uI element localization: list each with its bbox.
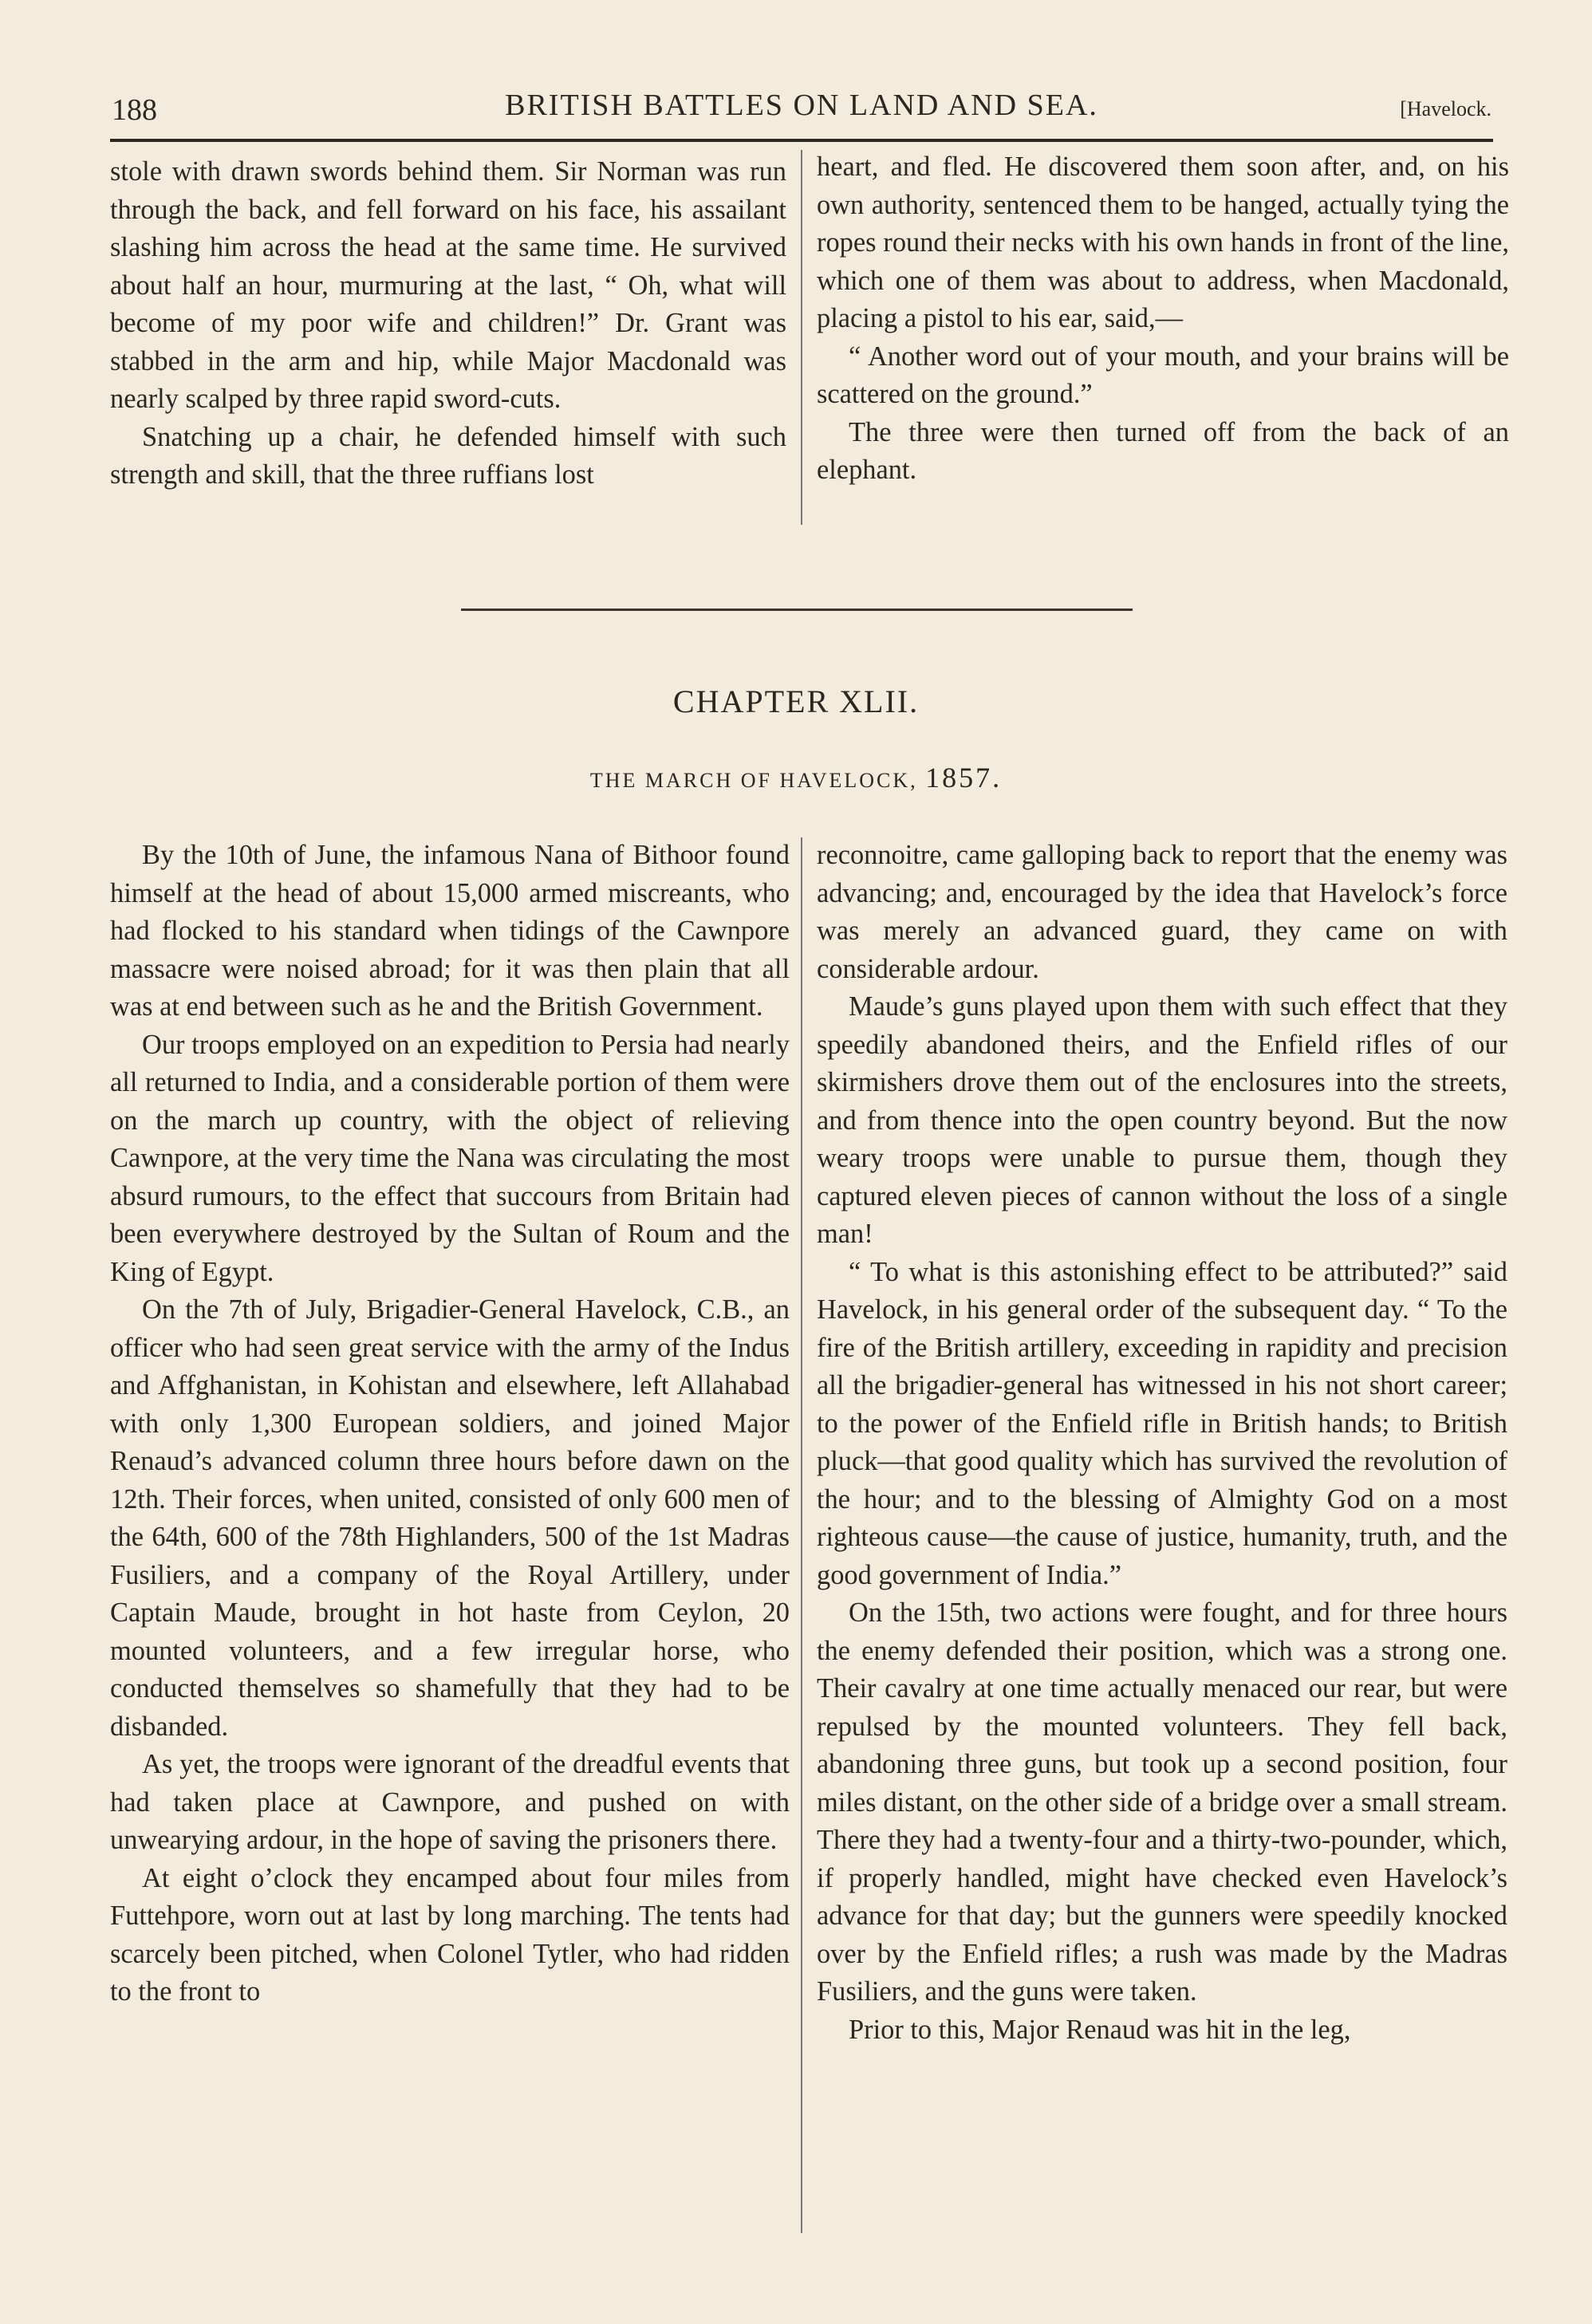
chapter-year: 1857. — [925, 762, 1003, 794]
paragraph: Snatching up a chair, he defended himself with such strength and skill, that the three ruffians lost — [110, 421, 786, 490]
column-divider — [801, 837, 802, 2233]
page-number: 188 — [112, 93, 157, 127]
top-right-column — [817, 148, 1509, 490]
paragraph: Maude’s guns played upon them with such effect that they speedily abandoned theirs, and the Enfield rifles of our skirmishers drove them out of the enclosures into the streets, and from thence into the open country beyond. But the now weary troops were unable to pursue them, though they captured eleven pieces of cannon without the loss of a single man! — [817, 991, 1507, 1249]
paragraph: As yet, the troops were ignorant of the dreadful events that had taken place at Cawnpore, and pushed on with unwearying ardour, in the hope of saving the prisoners there. — [110, 1749, 790, 1855]
body-right-column — [817, 837, 1507, 2049]
paragraph: On the 7th of July, Brigadier-General Havelock, C.B., an officer who had seen great service with the army of the Indus and Affghanistan, in Kohistan and elsewhere, left Allahabad with only 1,300 European soldiers, and joined Major Renaud’s advanced column three hours before dawn on the 12th. Their forces, when united, consisted of only 600 men of the 64th, 600 of the 78th Highlanders, 500 of the 1st Madras Fusiliers, and a company of the Royal Artillery, under Captain Maude, brought in hot haste from Ceylon, 20 mounted volunteers, and a few irregular horse, who conducted themselves so shamefully that they had to be disbanded. — [110, 1294, 790, 1742]
column-divider — [801, 150, 802, 525]
section-tag: [Havelock. — [1400, 97, 1492, 120]
paragraph: Prior to this, Major Renaud was hit in the leg, — [849, 2014, 1351, 2045]
paragraph: Our troops employed on an expedition to Persia had nearly all returned to India, and a considerable portion of them were on the march up country, with the object of relieving Cawnpore, at the very time the Nana was circulating the most absurd rumours, to the effect that succours from Britain had been everywhere destroyed by the Sultan of Roum and the King of Egypt. — [110, 1029, 790, 1287]
chapter-subtitle — [0, 761, 1592, 794]
paragraph: “ To what is this astonishing effect to be attributed?” said Havelock, in his general order of the subsequent day. “ To the fire of the British artillery, exceeding in rapidity and precision all the brigadier-general has witnessed in his not short career; to the power of the Enfield rifle in British hands; to British pluck—that good quality which has survived the revolution of the hour; and to the blessing of Almighty God on a most righteous cause—the cause of justice, humanity, truth, and the good government of India.” — [817, 1256, 1507, 1590]
chapter-subtitle-text: THE MARCH OF HAVELOCK, — [589, 769, 918, 792]
paragraph: stole with drawn swords behind them. Sir Norman was run through the back, and fell forward on his face, his assailant slashing him across the head at the same time. He survived about half an hour, murmuring at the last, “ Oh, what will become of my poor wife and children!” Dr. Grant was stabbed in the arm and hip, while Major Macdonald was nearly scalped by three rapid sword-cuts. — [110, 156, 786, 414]
paragraph: heart, and fled. He discovered them soon after, and, on his own authority, sentenced them to be hanged, actually tying the ropes round their necks with his own hands in front of the line, which one of them was about to address, when Macdonald, placing a pistol to his ear, said,— — [817, 152, 1509, 333]
paragraph: reconnoitre, came galloping back to report that the enemy was advancing; and, encouraged by the idea that Havelock’s force was merely an advanced guard, they came on with considerable ardour. — [817, 840, 1507, 984]
running-title: BRITISH BATTLES ON LAND AND SEA. — [505, 89, 1098, 122]
paragraph: “ Another word out of your mouth, and your brains will be scattered on the ground.” — [817, 341, 1509, 409]
body-left-column — [110, 837, 790, 2011]
top-left-column — [110, 153, 786, 494]
paragraph: On the 15th, two actions were fought, and for three hours the enemy defended their position, which was a strong one. Their cavalry at one time actually menaced our rear, but were repulsed by the mounted volunteers. They fell back, abandoning three guns, but took up a second position, four miles distant, on the other side of a bridge over a small stream. There they had a twenty-four and a thirty-two-pounder, which, if properly handled, might have checked even Havelock’s advance for that day; but the gunners were speedily knocked over by the Enfield rifles; a rush was made by the Madras Fusiliers, and the guns were taken. — [817, 1597, 1507, 2007]
paragraph: The three were then turned off from the back of an elephant. — [817, 416, 1509, 485]
header-rule — [110, 139, 1493, 142]
running-head — [112, 86, 1492, 134]
paragraph: At eight o’clock they encamped about four miles from Futtehpore, worn out at last by long marching. The tents had scarcely been pitched, when Colonel Tytler, who had ridden to the front to — [110, 1862, 790, 2007]
chapter-title: CHAPTER XLII. — [672, 683, 920, 719]
paragraph: By the 10th of June, the infamous Nana of Bithoor found himself at the head of about 15,000 armed miscreants, who had flocked to his standard when tidings of the Cawnpore massacre were noised abroad; for it was then plain that all was at end between such as he and the British Government. — [110, 840, 790, 1022]
section-divider — [461, 609, 1133, 611]
